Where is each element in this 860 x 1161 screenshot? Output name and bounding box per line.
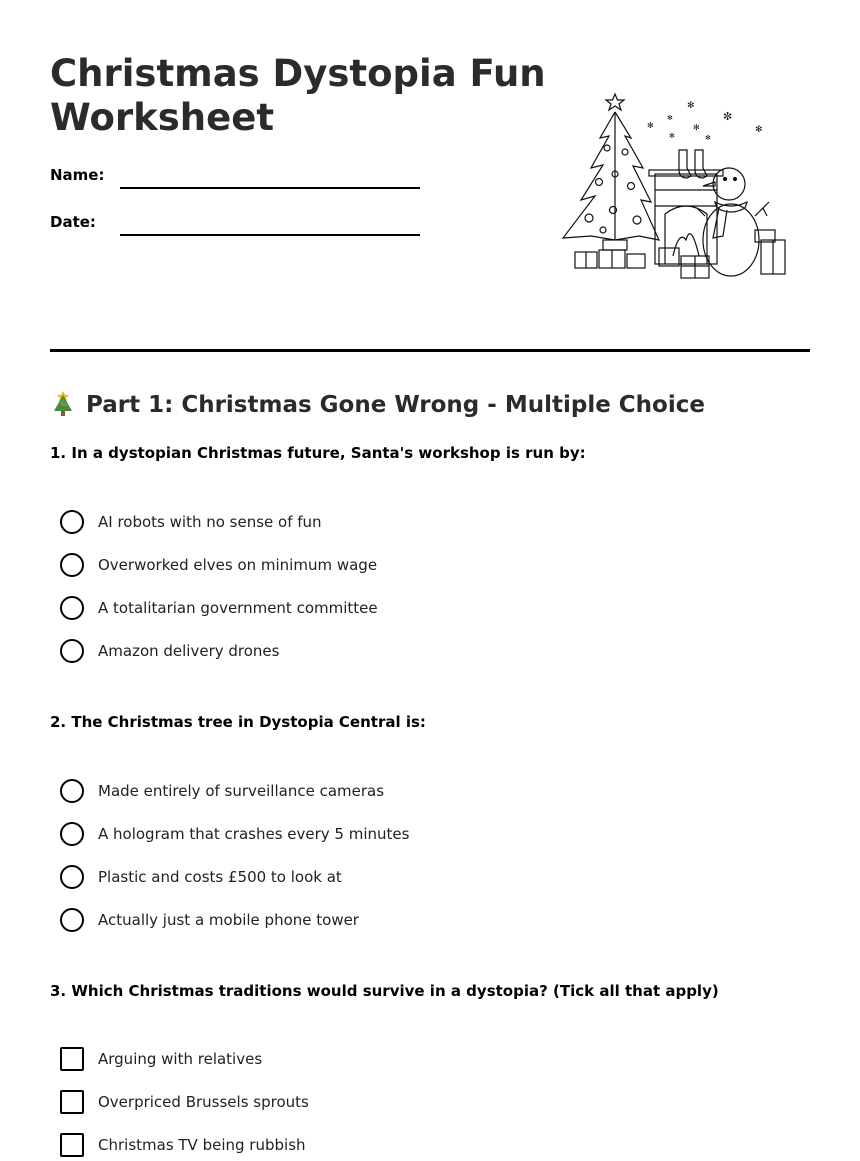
name-label: Name: (50, 166, 105, 184)
svg-text:✻: ✻ (705, 134, 711, 142)
option-label: Overpriced Brussels sprouts (98, 1093, 309, 1111)
option-label: Made entirely of surveillance cameras (98, 782, 385, 800)
christmas-tree-icon (50, 389, 76, 417)
q3-option-3[interactable] (60, 1132, 306, 1158)
q3-option-1[interactable] (60, 1046, 262, 1072)
q1-option-4[interactable] (60, 638, 279, 664)
svg-text:✻: ✻ (687, 101, 695, 111)
option-label: A hologram that crashes every 5 minutes (98, 825, 410, 843)
option-label: Arguing with relatives (98, 1050, 263, 1068)
name-field-line[interactable] (120, 187, 420, 189)
q1-option-1[interactable] (60, 509, 322, 535)
question-3: 3. Which Christmas traditions would survive in a dystopia? (Tick all that apply) (50, 982, 719, 1000)
checkbox[interactable] (60, 1133, 84, 1157)
option-label: Actually just a mobile phone tower (98, 911, 359, 929)
svg-text:✼: ✼ (723, 110, 733, 123)
question-2: 2. The Christmas tree in Dystopia Central is: (50, 713, 426, 731)
svg-text:✻: ✻ (755, 125, 763, 135)
date-field-line[interactable] (120, 234, 420, 236)
radio-button[interactable] (60, 908, 84, 932)
q3-option-2[interactable] (60, 1089, 309, 1115)
date-label: Date: (50, 213, 96, 231)
section-divider (50, 349, 810, 352)
q1-option-2[interactable] (60, 552, 377, 578)
option-label: Plastic and costs £500 to look at (98, 868, 342, 886)
option-label: Overworked elves on minimum wage (98, 556, 378, 574)
svg-text:✻: ✻ (669, 132, 675, 140)
q2-option-3[interactable] (60, 864, 342, 890)
option-label: A totalitarian government committee (98, 599, 378, 617)
part1-heading-text: Part 1: Christmas Gone Wrong - Multiple Choice (86, 392, 705, 418)
q1-option-3[interactable] (60, 595, 378, 621)
q2-option-1[interactable] (60, 778, 384, 804)
radio-button[interactable] (60, 553, 84, 577)
checkbox[interactable] (60, 1090, 84, 1114)
svg-text:✻: ✻ (647, 121, 654, 130)
option-label: Amazon delivery drones (98, 642, 280, 660)
option-label: AI robots with no sense of fun (98, 513, 322, 531)
radio-button[interactable] (60, 779, 84, 803)
svg-text:✻: ✻ (693, 123, 700, 132)
radio-button[interactable] (60, 865, 84, 889)
worksheet-title: Christmas Dystopia Fun Worksheet (50, 52, 546, 139)
radio-button[interactable] (60, 596, 84, 620)
checkbox[interactable] (60, 1047, 84, 1071)
option-label: Christmas TV being rubbish (98, 1136, 306, 1154)
radio-button[interactable] (60, 639, 84, 663)
q2-option-4[interactable] (60, 907, 359, 933)
radio-button[interactable] (60, 510, 84, 534)
christmas-scene-illustration (555, 90, 790, 285)
svg-text:✻: ✻ (667, 114, 673, 122)
radio-button[interactable] (60, 822, 84, 846)
q2-option-2[interactable] (60, 821, 409, 847)
part1-heading (50, 389, 705, 420)
question-1: 1. In a dystopian Christmas future, Santa's workshop is run by: (50, 444, 586, 462)
